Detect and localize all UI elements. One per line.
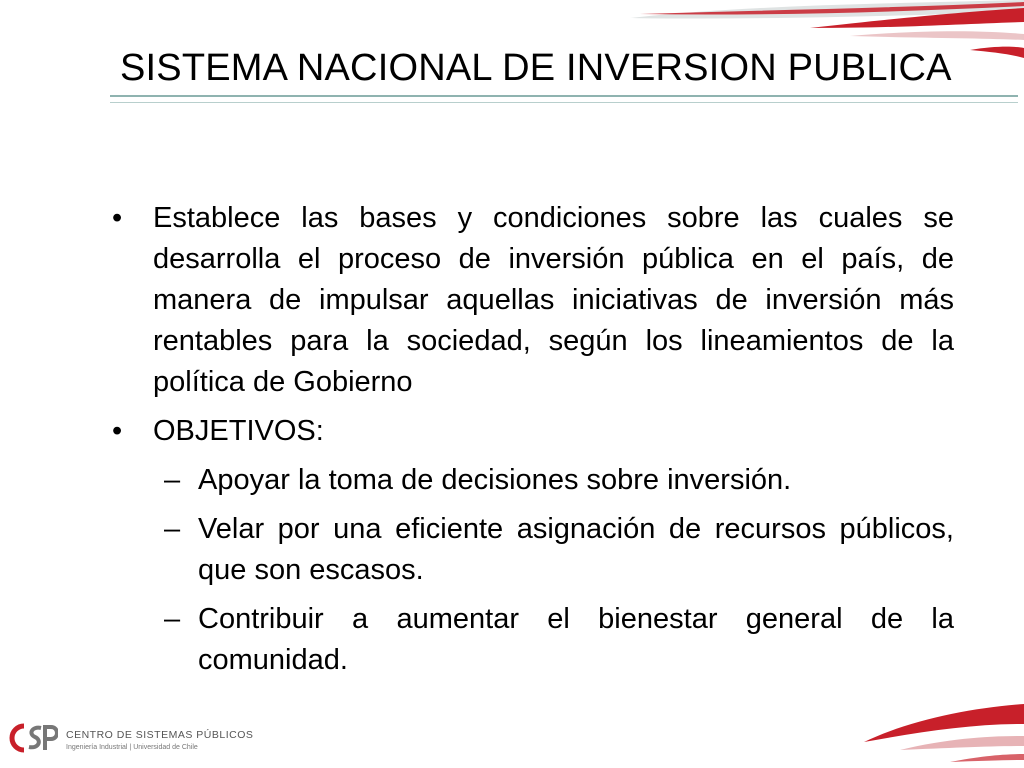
dash-marker: – (164, 603, 181, 635)
logo-subtitle: Ingeniería Industrial | Universidad de Chile (66, 744, 198, 751)
title-divider (110, 95, 1018, 105)
sub-bullet-text: Contribuir a aumentar el bienestar general de la comunidad. (198, 603, 954, 676)
sub-bullet-item (108, 460, 954, 501)
sub-bullet-item (108, 599, 954, 681)
csp-logo-icon (8, 720, 58, 756)
slide-body (108, 198, 954, 681)
bullet-text: Establece las bases y condiciones sobre las cuales se desarrolla el proceso de inversión pública en el país, de manera de impulsar aquellas iniciativas de inversión más rentables para la sociedad, según los lineamientos de la política de Gobierno (153, 202, 954, 398)
sub-bullet-text: Apoyar la toma de decisiones sobre inversión. (198, 464, 792, 496)
csp-logo (8, 718, 254, 758)
sub-bullet-text: Velar por una eficiente asignación de recursos públicos, que son escasos. (198, 513, 954, 586)
bullet-marker: • (112, 415, 123, 447)
bottom-right-swoosh-decoration (860, 690, 1024, 768)
slide-title: SISTEMA NACIONAL DE INVERSION PUBLICA (120, 47, 952, 89)
bullet-item (108, 198, 954, 403)
bullet-marker: • (112, 202, 123, 234)
dash-marker: – (164, 464, 181, 496)
bullet-item (108, 411, 954, 452)
bullet-text: OBJETIVOS: (153, 415, 324, 447)
dash-marker: – (164, 513, 181, 545)
sub-bullet-item (108, 509, 954, 591)
logo-name: CENTRO DE SISTEMAS PÚBLICOS (66, 729, 254, 741)
